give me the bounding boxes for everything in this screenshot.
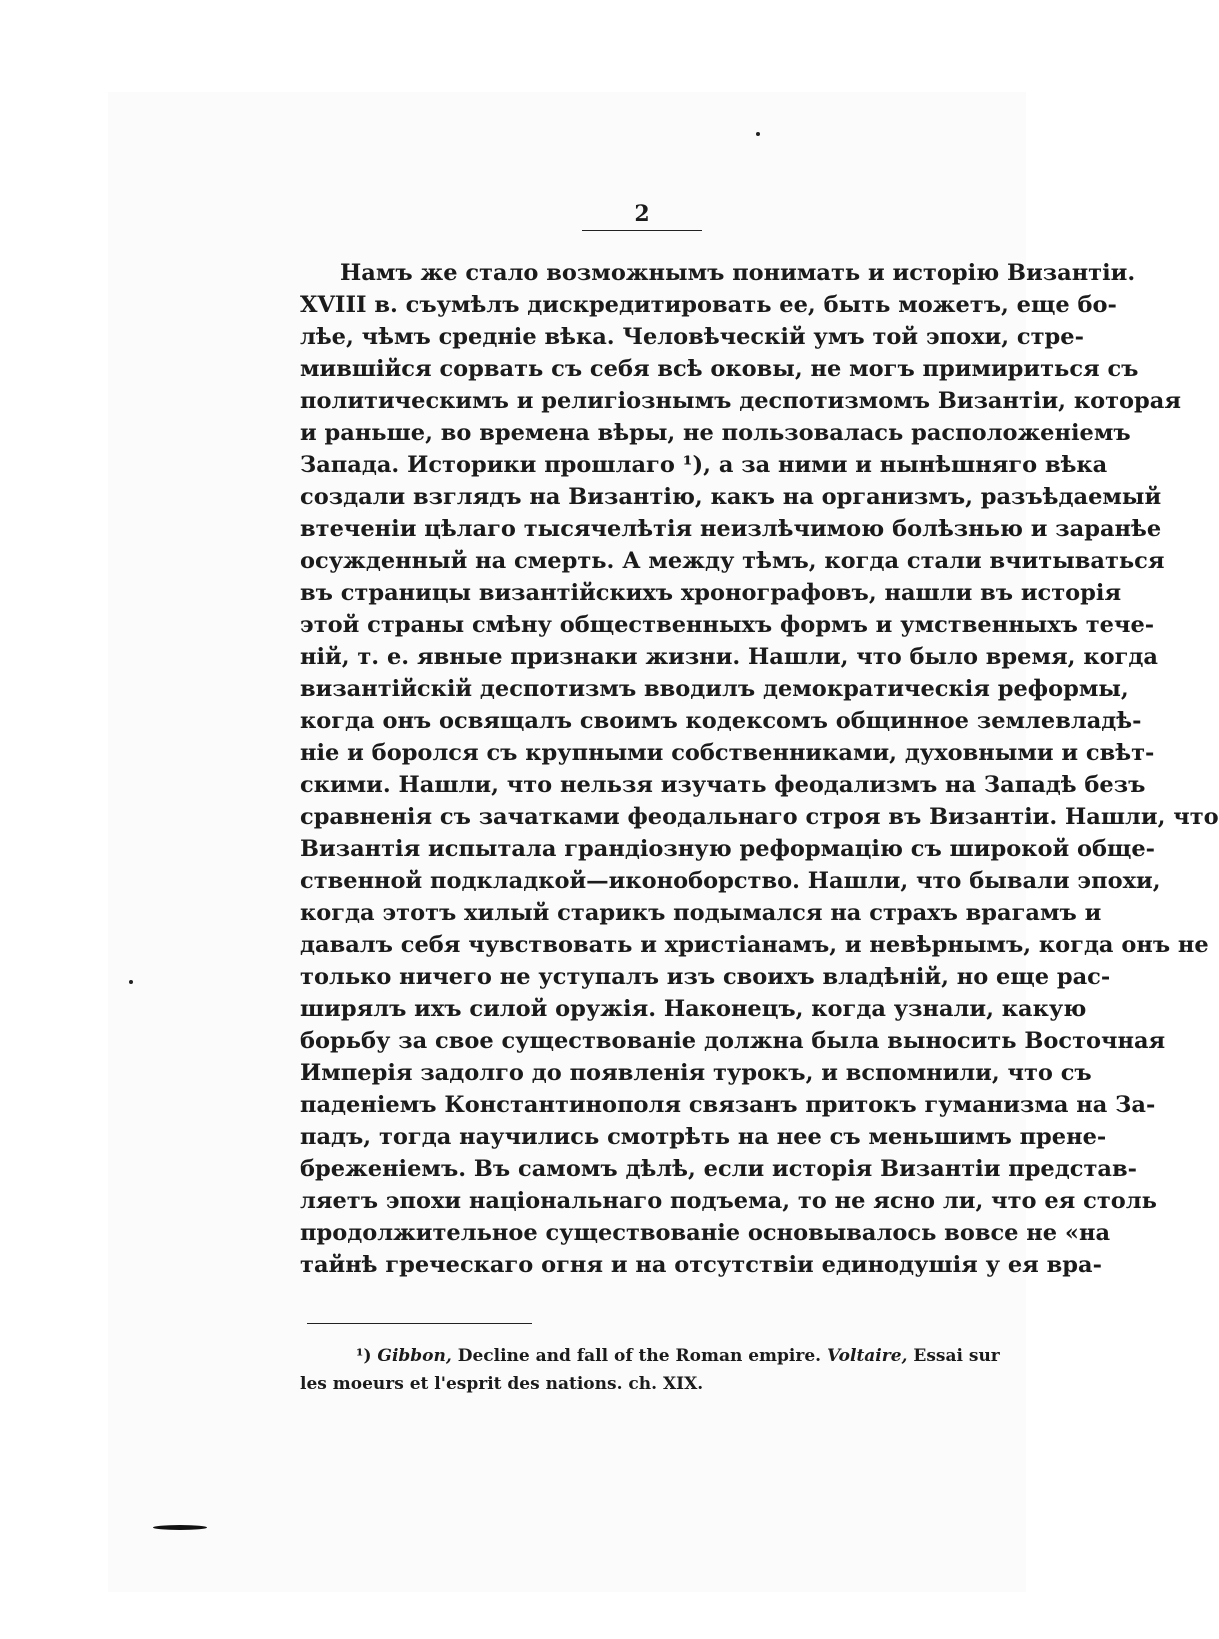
text-line: этой страны смѣну общественныхъ формъ и умственныхъ тече- — [300, 612, 1155, 638]
text-line: въ страницы византійскихъ хронографовъ, нашли въ исторія — [300, 580, 1122, 606]
page-number: 2 — [582, 200, 702, 231]
text-line: скими. Нашли, что нельзя изучать феодализмъ на Западѣ безъ — [300, 772, 1146, 798]
text-line: когда этотъ хилый старикъ подымался на страхъ врагамъ и — [300, 900, 1102, 926]
text-line: сравненія съ зачатками феодальнаго строя въ Византіи. Нашли, что — [300, 804, 1219, 830]
text-line: ственной подкладкой—иконоборство. Нашли, что бывали эпохи, — [300, 868, 1161, 894]
footnote-marker: ¹) — [356, 1346, 372, 1366]
text-line: создали взглядъ на Византію, какъ на организмъ, разъѣдаемый — [300, 484, 1162, 510]
footnote-author: Voltaire, — [827, 1346, 908, 1366]
footnote — [300, 1342, 1000, 1398]
text-line: византійскій деспотизмъ вводилъ демократическія реформы, — [300, 676, 1129, 702]
text-line: лѣе, чѣмъ средніе вѣка. Человѣческій умъ той эпохи, стре- — [300, 324, 1084, 350]
text-line: Намъ же стало возможнымъ понимать и исторію Византіи. — [340, 260, 1136, 286]
text-line: борьбу за свое существованіе должна была выносить Восточная — [300, 1028, 1166, 1054]
binding-mark — [153, 1525, 207, 1530]
text-line: давалъ себя чувствовать и христіанамъ, и невѣрнымъ, когда онъ не — [300, 932, 1209, 958]
text-line: Византія испытала грандіозную реформацію съ широкой обще- — [300, 836, 1155, 862]
footnote-title: Essai sur — [913, 1346, 1000, 1366]
text-line: паденіемъ Константинополя связанъ притокъ гуманизма на За- — [300, 1092, 1156, 1118]
text-line: ширялъ ихъ силой оружія. Наконецъ, когда узнали, какую — [300, 996, 1087, 1022]
footnote-author: Gibbon, — [377, 1346, 452, 1366]
text-line: тайнѣ греческаго огня и на отсутствіи единодушія у ея вра- — [300, 1252, 1102, 1278]
footnote-line: les moeurs et l'esprit des nations. ch. XIX. — [300, 1374, 704, 1394]
body-text — [300, 257, 1219, 1281]
text-line: ніе и боролся съ крупными собственниками, духовными и свѣт- — [300, 740, 1155, 766]
print-speck — [129, 980, 133, 984]
print-speck — [756, 132, 760, 136]
text-line: Имперія задолго до появленія турокъ, и вспомнили, что съ — [300, 1060, 1092, 1086]
text-line: падъ, тогда научились смотрѣть на нее съ меньшимъ прене- — [300, 1124, 1107, 1150]
text-line: втеченіи цѣлаго тысячелѣтія неизлѣчимою болѣзнью и заранѣе — [300, 516, 1162, 542]
footnote-separator — [307, 1323, 532, 1324]
text-line: политическимъ и религіознымъ деспотизмомъ Византіи, которая — [300, 388, 1181, 414]
text-line: Запада. Историки прошлаго ¹), а за ними и нынѣшняго вѣка — [300, 452, 1108, 478]
text-line: XVIII в. съумѣлъ дискредитировать ее, быть можетъ, еще бо- — [300, 292, 1117, 318]
text-line: ній, т. е. явные признаки жизни. Нашли, что было время, когда — [300, 644, 1158, 670]
footnote-title: Decline and fall of the Roman empire. — [457, 1346, 822, 1366]
text-line: продолжительное существованіе основывалось вовсе не «на — [300, 1220, 1111, 1246]
text-line: осужденный на смерть. А между тѣмъ, когда стали вчитываться — [300, 548, 1165, 574]
text-line: когда онъ освящалъ своимъ кодексомъ общинное землевладѣ- — [300, 708, 1142, 734]
text-line: бреженіемъ. Въ самомъ дѣлѣ, если исторія Византіи представ- — [300, 1156, 1137, 1182]
text-line: и раньше, во времена вѣры, не пользовалась расположеніемъ — [300, 420, 1131, 446]
text-line: мившійся сорвать съ себя всѣ оковы, не могъ примириться съ — [300, 356, 1139, 382]
footnote-line — [300, 1342, 1000, 1370]
text-line: ляетъ эпохи національнаго подъема, то не ясно ли, что ея столь — [300, 1188, 1157, 1214]
text-line: только ничего не уступалъ изъ своихъ владѣній, но еще рас- — [300, 964, 1111, 990]
